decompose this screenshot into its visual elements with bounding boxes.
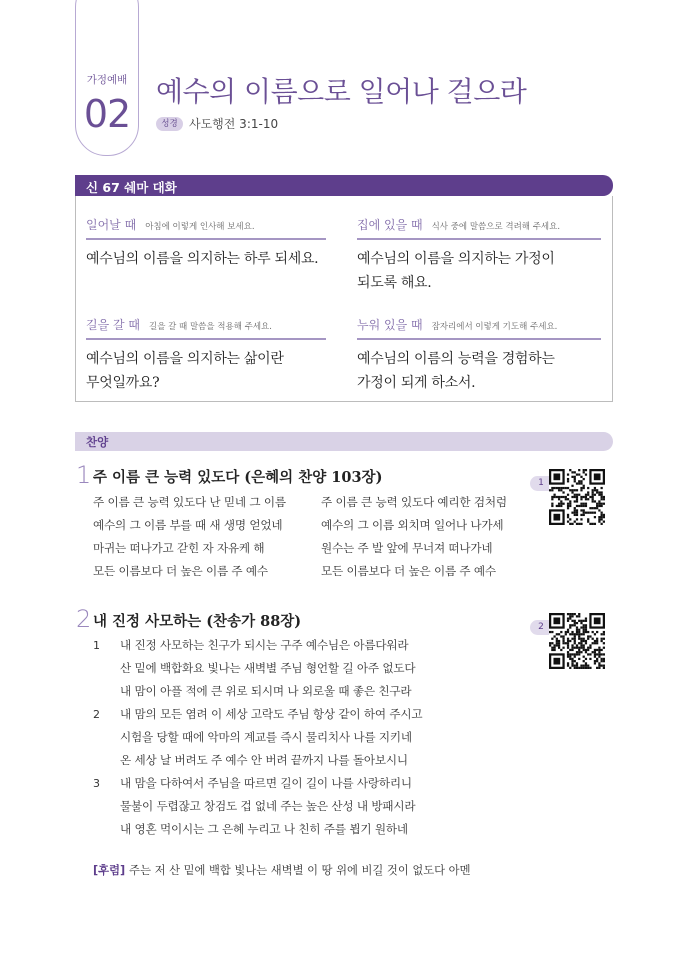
lyric-line: 모든 이름보다 더 높은 이름 주 예수 (93, 564, 268, 578)
lyric-line: 물불이 두렵잖고 창검도 겁 없네 주는 높은 산성 내 방패시라 (120, 799, 416, 813)
cell-heading-text: 길을 갈 때 (86, 318, 140, 332)
refrain (93, 862, 471, 878)
hymn-number: 2 (76, 605, 92, 633)
cell-hint: 길을 갈 때 말씀을 적용해 주세요. (149, 322, 272, 332)
cell-line: 무엇일까요? (86, 374, 160, 391)
verse-lines (120, 703, 422, 772)
verse (93, 634, 422, 703)
cell-rule (357, 338, 601, 340)
cell-rule (86, 338, 326, 340)
hymn-title: 내 진정 사모하는 (찬송가 88장) (93, 613, 302, 630)
lyric-line: 시험을 당할 때에 악마의 계교를 즉시 물리치사 나를 지키네 (120, 730, 412, 744)
cell-hint: 잠자리에서 이렇게 기도해 주세요. (431, 322, 558, 332)
shema-cell-road (86, 316, 326, 395)
cell-heading (86, 316, 326, 333)
cell-line: 예수님의 이름의 능력을 경험하는 (357, 350, 555, 367)
lyric-line: 내 영혼 먹이시는 그 은혜 누리고 나 친히 주를 뵙기 원하네 (120, 822, 408, 836)
verse-lines (120, 772, 422, 841)
refrain-tag: [후렴] (93, 864, 126, 877)
page-title: 예수의 이름으로 일어나 걸으라 (156, 75, 527, 108)
shema-title: 신 67 쉐마 대화 (86, 180, 177, 195)
cell-heading (357, 316, 601, 333)
verse-number: 1 (93, 639, 100, 652)
lyric-line: 마귀는 떠나가고 갇힌 자 자유케 해 (93, 541, 265, 555)
lyric-line: 모든 이름보다 더 높은 이름 주 예수 (321, 564, 496, 578)
cell-heading-text: 누워 있을 때 (357, 318, 423, 332)
qr-badge: 1 (530, 476, 552, 491)
verse-number: 2 (93, 708, 100, 721)
hymn-number: 1 (76, 461, 92, 489)
lyric-line: 주 이름 큰 능력 있도다 난 믿네 그 이름 (93, 495, 286, 509)
refrain-text: 주는 저 산 밑에 백합 빛나는 새벽별 이 땅 위에 비길 것이 없도다 아멘 (129, 864, 471, 877)
cell-hint: 식사 중에 말씀으로 격려해 주세요. (431, 222, 561, 232)
lyric-line: 내 맘이 아플 적에 큰 위로 되시며 나 외로울 때 좋은 친구라 (120, 684, 412, 698)
hymn2-verses (93, 634, 422, 841)
cell-line: 가정이 되게 하소서. (357, 374, 476, 391)
verse (93, 703, 422, 772)
lyric-line: 예수의 그 이름 외치며 일어나 나가세 (321, 518, 504, 532)
cell-body (86, 247, 326, 271)
cell-body (357, 347, 601, 395)
lyric-line: 내 진정 사모하는 친구가 되시는 구주 예수님은 아름다워라 (120, 638, 409, 652)
lesson-label: 가정예배 (86, 74, 128, 86)
qr-badge: 2 (530, 620, 552, 635)
cell-hint: 아침에 이렇게 인사해 보세요. (145, 222, 255, 232)
lyric-line: 원수는 주 발 앞에 무너져 떠나가네 (321, 541, 493, 555)
cell-line: 예수님의 이름을 의지하는 가정이 (357, 250, 555, 267)
cell-line: 예수님의 이름을 의지하는 하루 되세요. (86, 250, 319, 267)
verse (93, 772, 422, 841)
lyric-line: 예수의 그 이름 부를 때 새 생명 얻었네 (93, 518, 283, 532)
cell-line: 예수님의 이름을 의지하는 삶이란 (86, 350, 284, 367)
qr-code-icon[interactable] (549, 469, 605, 525)
lyric-line: 온 세상 날 버려도 주 예수 안 버려 끝까지 나를 돌아보시니 (120, 753, 408, 767)
hymn-title: 주 이름 큰 능력 있도다 (은혜의 찬양 103장) (93, 469, 383, 486)
lyric-line: 산 밑에 백합화요 빛나는 새벽별 주님 형언할 길 아주 없도다 (120, 661, 416, 675)
lyric-line: 내 맘을 다하여서 주님을 따르면 길이 길이 나를 사랑하리니 (120, 776, 412, 790)
verse-lines (120, 634, 422, 703)
cell-heading-text: 집에 있을 때 (357, 218, 423, 232)
cell-heading (357, 216, 601, 233)
lyric-line: 주 이름 큰 능력 있도다 예리한 검처럼 (321, 495, 507, 509)
qr-code-icon[interactable] (549, 613, 605, 669)
hymn1-left-column (93, 491, 286, 583)
hymn-section-title: 찬양 (86, 435, 109, 449)
lesson-number: 02 (83, 92, 131, 136)
scripture-tag: 성경 (156, 117, 183, 131)
cell-rule (86, 238, 326, 240)
lyric-line: 내 맘의 모든 염려 이 세상 고락도 주님 항상 같이 하여 주시고 (120, 707, 423, 721)
shema-cell-home (357, 216, 601, 295)
cell-rule (357, 238, 601, 240)
cell-body (86, 347, 326, 395)
cell-line: 되도록 해요. (357, 274, 432, 291)
hymn-section-bar (75, 432, 613, 451)
cell-body (357, 247, 601, 295)
cell-heading-text: 일어날 때 (86, 218, 137, 232)
verse-number: 3 (93, 777, 100, 790)
scripture-reference: 사도행전 3:1-10 (189, 117, 279, 131)
hymn1-right-column (321, 491, 507, 583)
cell-heading (86, 216, 326, 233)
shema-cell-rising (86, 216, 326, 271)
shema-cell-bed (357, 316, 601, 395)
